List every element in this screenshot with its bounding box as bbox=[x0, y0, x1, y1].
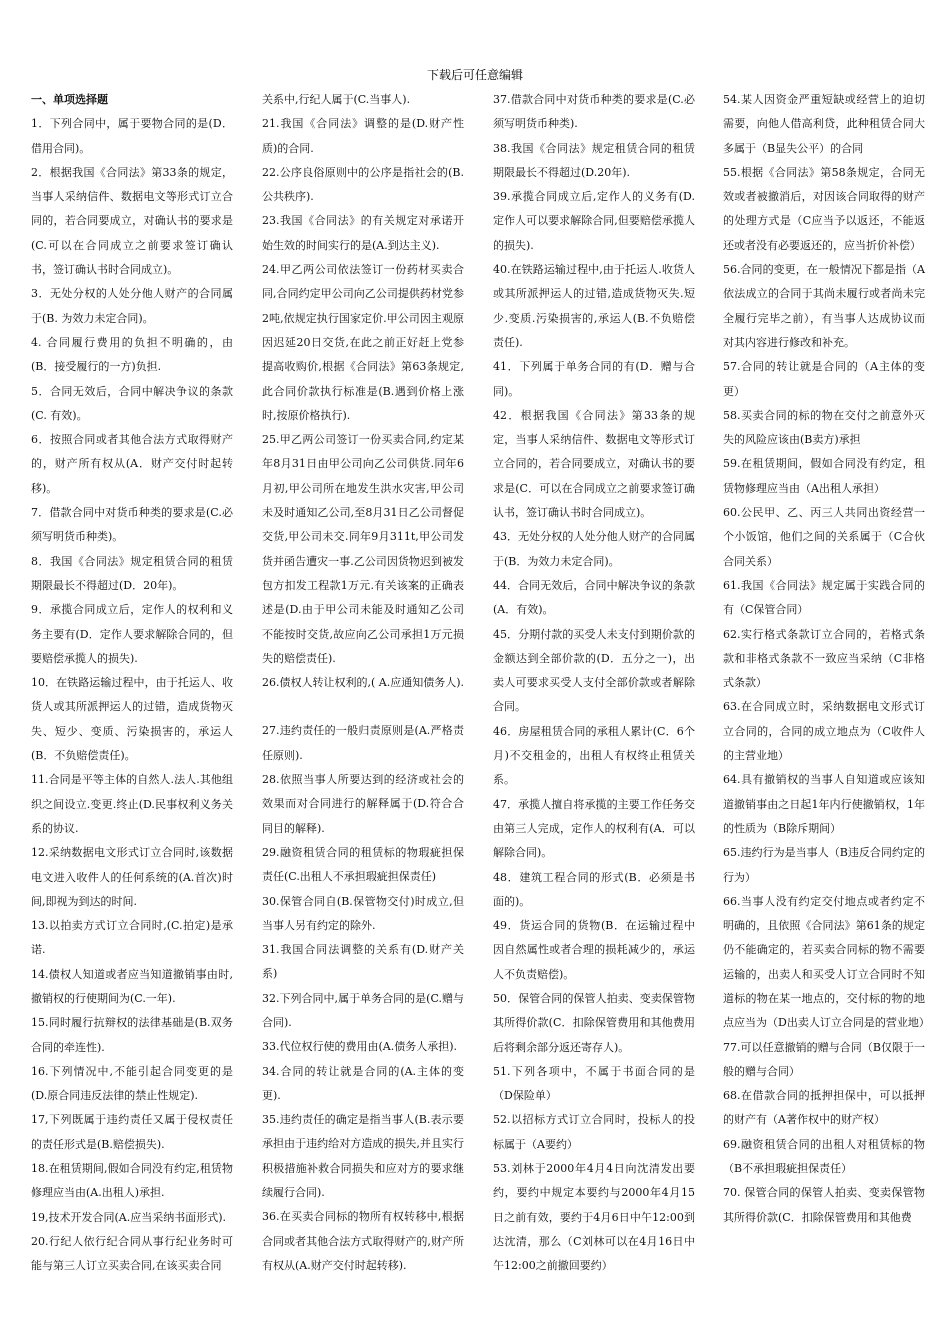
question-item: 69.融资租赁合同的出租人对租赁标的物（B不承担瑕疵担保责任） bbox=[723, 1137, 925, 1176]
question-item: 11.合同是平等主体的自然人.法人.其他组织之间设立.变更.终止(D.民事权利义务关系的协议. bbox=[31, 773, 233, 835]
question-item: 61.我国《合同法》规定属于实践合同的有（C保管合同） bbox=[723, 578, 925, 617]
question-item: 27.违约责任的一般归责原则是(A.严格责任原则). bbox=[262, 724, 464, 762]
question-item: 34.合同的转让就是合同的(A.主体的变更). bbox=[262, 1064, 464, 1102]
question-item: 28.依照当事人所要达到的经济或社会的效果而对合同进行的解释属于(D.符合合同目的解释). bbox=[262, 773, 464, 835]
question-item: 20.行纪人依行纪合同从事行纪业务时可能与第三人订立买卖合同,在该买卖合同 bbox=[31, 1234, 233, 1273]
question-item: 55.根据《合同法》第58条规定，合同无效或者被撤消后，对因该合同取得的财产的处理方式是（C应当予以返还，不能返还或者没有必要返还的，应当折价补偿） bbox=[723, 165, 925, 252]
question-item: 41．下列属于单务合同的有(D．赠与合同)。 bbox=[493, 360, 695, 398]
question-item: 77.可以任意撤销的赠与合同（B仅限于一般的赠与合同） bbox=[723, 1040, 925, 1078]
question-item: 14.债权人知道或者应当知道撤销事由时,撤销权的行使期间为(C.一年). bbox=[31, 967, 233, 1005]
question-item: 49．货运合同的货物(B．在运输过程中因自然属性或者合理的损耗减少的，承运人不负责赔偿)。 bbox=[493, 919, 695, 981]
column-3 bbox=[493, 88, 695, 1279]
question-item: 37.借款合同中对货币种类的要求是(C.必须写明货币种类). bbox=[493, 93, 695, 131]
question-item: 42．根据我国《合同法》第33条的规定，当事人采纳信件、数据电文等形式订立合同的，若合同要成立，对确认书的要求是(C．可以在合同成立之前要求签订确认书，签订确认书时合同成立)。 bbox=[493, 408, 695, 520]
column-1 bbox=[31, 88, 233, 1279]
question-item: 53.刘林于2000年4月4日向沈清发出要约，要约中规定本要约与2000年4月15日之前有效，要约于4月6日中午12:00到达沈清，那么（C刘林可以在4月16日中午12:00之前撤回要约） bbox=[493, 1162, 695, 1273]
question-item: 33.代位权行使的费用由(A.债务人承担). bbox=[262, 1040, 458, 1054]
question-item: 50．保管合同的保管人拍卖、变卖保管物其所得价款(C．扣除保管费用和其他费用后将剩余部分返还寄存人)。 bbox=[493, 991, 695, 1054]
question-item: 12.采纳数据电文形式订立合同时,该数据电文进入收件人的任何系统的(A.首次)时间,即视为到达的时间. bbox=[31, 846, 233, 908]
question-item: 66.当事人没有约定交付地点或者约定不明确的，且依照《合同法》第61条的规定仍不能确定的，若买卖合同标的物不需要运输的，出卖人和买受人订立合同时不知道标的物在某一地点的，交付标的物的地点应当为（D出卖人订立合同是的营业地） bbox=[723, 894, 930, 1030]
question-item: 10．在铁路运输过程中，由于托运人、收货人或其所派押运人的过错，造成货物灭失、短少、变质、污染损害的，承运人(B．不负赔偿责任)。 bbox=[31, 676, 233, 763]
question-item: 8．我国《合同法》规定租赁合同的租赁期限最长不得超过(D．20年)。 bbox=[31, 554, 233, 592]
question-item: 2．根据我国《合同法》第33条的规定，当事人采纳信件、数据电文等形式订立合同的，若合同要成立，对确认书的要求是(C.可以在合同成立之前要求签订确认书，签订确认书时合同成立)。 bbox=[31, 165, 233, 277]
question-item: 48．建筑工程合同的形式(B．必须是书面的)。 bbox=[493, 870, 695, 908]
question-item: 54.某人因资金严重短缺或经营上的迫切需要，向他人借高利贷，此种租赁合同大多属于（B显失公平）的合同 bbox=[723, 93, 925, 155]
question-item: 22.公序良俗原则中的公序是指社会的(B.公共秩序). bbox=[262, 165, 464, 204]
column-4 bbox=[723, 88, 930, 1230]
question-item: 30.保管合同自(B.保管物交付)时成立,但当事人另有约定的除外. bbox=[262, 894, 464, 932]
question-item: 3．无处分权的人处分他人财产的合同属于(B. 为效力未定合同)。 bbox=[31, 287, 233, 325]
question-item: 59.在租赁期间，假如合同没有约定，租赁物修理应当由（A出租人承担） bbox=[723, 457, 925, 495]
section-heading: 一、单项选择题 bbox=[31, 93, 108, 106]
question-item: 36.在买卖合同标的物所有权转移中,根据合同或者其他合法方式取得财产的,财产所有权从(A.财产交付时起转移). bbox=[262, 1210, 464, 1272]
question-item: 16.下列情况中,不能引起合同变更的是(D.原合同违反法律的禁止性规定). bbox=[31, 1064, 233, 1103]
question-item: 62.实行格式条款订立合同的，若格式条款和非格式条款不一致应当采纳（C非格式条款） bbox=[723, 627, 925, 690]
question-item: 32.下列合同中,属于单务合同的是(C.赠与合同). bbox=[262, 991, 464, 1029]
question-item: 40.在铁路运输过程中,由于托运人.收货人或其所派押运人的过错,造成货物灭失.短少.变质.污染损害的,承运人(B.不负赔偿责任). bbox=[493, 263, 695, 349]
question-item: 15.同时履行抗辩权的法律基础是(B.双务合同的牵连性). bbox=[31, 1016, 233, 1054]
question-item: 18.在租赁期间,假如合同没有约定,租赁物修理应当由(A.出租人)承担. bbox=[31, 1162, 233, 1200]
question-item: 1．下列合同中，属于要物合同的是(D．借用合同)。 bbox=[31, 117, 233, 155]
question-item: 60.公民甲、乙、丙三人共同出资经营一个小饭馆，他们之间的关系属于（C合伙合同关系） bbox=[723, 506, 925, 568]
question-item: 13.以拍卖方式订立合同时,(C.拍定)是承诺. bbox=[31, 919, 233, 957]
question-item: 6．按照合同或者其他合法方式取得财产的，财产所有权从(A．财产交付时起转移)。 bbox=[31, 433, 233, 495]
question-item: 21.我国《合同法》调整的是(D.财产性质)的合同. bbox=[262, 117, 464, 155]
question-item: 45．分期付款的买受人未支付到期价款的金额达到全部价款的(D．五分之一)，出卖人可要求买受人支付全部价款或者解除合同。 bbox=[493, 627, 695, 714]
question-item: 29.融资租赁合同的租赁标的物瑕疵担保责任(C.出租人不承担瑕疵担保责任) bbox=[262, 845, 464, 884]
question-item: 52.以招标方式订立合同时，投标人的投标属于（A要约） bbox=[493, 1113, 695, 1151]
question-item: 35.违约责任的确定是指当事人(B.表示要承担由于违约给对方造成的损失,并且实行积极措施补救合同损失和应对方的要求继续履行合同). bbox=[262, 1113, 464, 1200]
question-item: 51.下列各项中，不属于书面合同的是（D保险单） bbox=[493, 1064, 695, 1103]
question-item: 43．无处分权的人处分他人财产的合同属于(B．为效力未定合同)。 bbox=[493, 530, 695, 568]
question-item: 70. 保管合同的保管人拍卖、变卖保管物其所得价款(C．扣除保管费用和其他费 bbox=[723, 1186, 925, 1224]
question-item: 58.买卖合同的标的物在交付之前意外灭失的风险应该由(B卖方)承担 bbox=[723, 408, 925, 447]
question-item: 44．合同无效后，合同中解决争议的条款(A．有效)。 bbox=[493, 578, 695, 617]
question-item: 63.在合同成立时，采纳数据电文形式订立合同的，合同的成立地点为（C收件人的主营业地） bbox=[723, 700, 925, 763]
question-item: 4. 合同履行费用的负担不明确的，由(B．接受履行的一方)负担. bbox=[31, 335, 233, 374]
question-item: 5．合同无效后，合同中解决争议的条款(C. 有效)。 bbox=[31, 384, 233, 422]
question-item bbox=[262, 695, 464, 719]
question-item: 57.合同的转让就是合同的（A主体的变更） bbox=[723, 360, 925, 398]
question-item: 26.债权人转让权利的,( A.应通知债务人). bbox=[262, 676, 465, 690]
question-item: 23.我国《合同法》的有关规定对承诺开始生效的时间实行的是(A.到达主义). bbox=[262, 214, 464, 252]
question-item: 19,技术开发合同(A.应当采纳书面形式). bbox=[31, 1210, 227, 1224]
question-item: 39.承揽合同成立后,定作人的义务有(D.定作人可以要求解除合同,但要赔偿承揽人的损失). bbox=[493, 190, 695, 252]
question-item: 9．承揽合同成立后，定作人的权利和义务主要有(D．定作人要求解除合同的，但要赔偿承揽人的损失). bbox=[31, 603, 233, 665]
question-item: 31.我国合同法调整的关系有(D.财产关系) bbox=[262, 943, 464, 981]
question-item: 24.甲乙两公司依法签订一份药材买卖合同,合同约定甲公司向乙公司提供药材党参2吨,依规定执行国家定价.甲公司因主观原因迟延20日交货,在此之前正好赶上党参提高收购价,根据《合同法》第63条规定,此合同价款执行标准是(B.遇到价格上涨时,按原价格执行). bbox=[262, 263, 464, 422]
column-2 bbox=[262, 88, 464, 1278]
page-header: 下载后可任意编辑 bbox=[426, 68, 523, 82]
question-item: 关系中,行纪人属于(C.当事人). bbox=[262, 93, 411, 106]
question-item: 38.我国《合同法》规定租赁合同的租赁期限最长不得超过(D.20年). bbox=[493, 141, 695, 179]
question-item: 65.违约行为是当事人（B违反合同约定的行为） bbox=[723, 846, 925, 884]
question-item: 64.具有撤销权的当事人自知道或应该知道撤销事由之日起1年内行使撤销权，1年的性质为（B除斥期间） bbox=[723, 773, 925, 835]
question-item: 68.在借款合同的抵押担保中，可以抵押的财产有（A著作权中的财产权） bbox=[723, 1089, 925, 1127]
question-item: 25.甲乙两公司签订一份买卖合同,约定某年8月31日由甲公司向乙公司供货.同年6月初,甲公司所在地发生洪水灾害,甲公司未及时通知乙公司,至8月31日乙公司督促交货,甲公司未交.同年9月311t,甲公司发货并函告遭灾一事.乙公司因货物迟到被发包方扣发工程款1万元.有关该案的正确表述是(D.由于甲公司未能及时通知乙公司不能按时交货,故应向乙公司承担1万元损失的赔偿责任). bbox=[262, 433, 464, 665]
question-item: 46．房屋租赁合同的承租人累计(C．6个月)不交租金的，出租人有权终止租赁关系。 bbox=[493, 724, 695, 787]
question-item: 7．借款合同中对货币种类的要求是(C.必须写明货币种类)。 bbox=[31, 506, 233, 544]
question-item: 47．承揽人擅自将承揽的主要工作任务交由第三人完成，定作人的权利有(A．可以解除合同)。 bbox=[493, 797, 695, 860]
question-item: 17,下列既属于违约责任又属于侵权责任的责任形式是(B.赔偿损失). bbox=[31, 1113, 233, 1151]
question-item: 56.合同的变更，在一般情况下都是指（A依法成立的合同于其尚未履行或者尚未完全履行完毕之前），有当事人达成协议而对其内容进行修改和补充。 bbox=[723, 263, 925, 349]
